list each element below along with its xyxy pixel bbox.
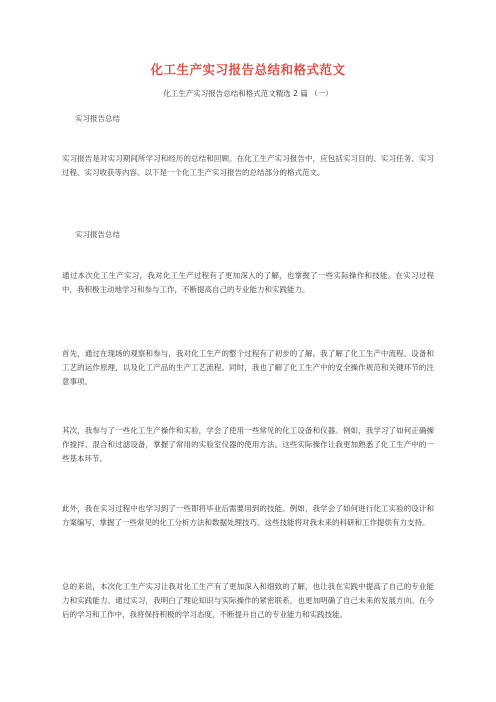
paragraph: 通过本次化工生产实习，我对化工生产过程有了更加深入的了解，也掌握了一些实际操作和技能。在实习过程中，我积极主动地学习和参与工作，不断提高自己的专业能力和实践能力。 xyxy=(62,271,434,294)
paragraph: 首先，通过在现场的观察和参与，我对化工生产的整个过程有了初步的了解。我了解了化工生产中流程、设备和工艺的运作原理，以及化工产品的生产工艺流程。同时，我也了解了化工生产中的安全操作规范和关键环节的注意事项。 xyxy=(62,349,434,386)
paragraph: 此外，我在实习过程中也学习到了一些即将毕业后需要用到的技能。例如，我学会了如何进行化工实验的设计和方案编写，掌握了一些常见的化工分析方法和数据处理技巧。这些技能将对我未来的科研和工作提供有力支持。 xyxy=(62,504,434,527)
section-heading: 实习报告总结 xyxy=(75,230,120,239)
document-title: 化工生产实习报告总结和格式范文 xyxy=(150,62,346,77)
paragraph: 其次，我参与了一些化工生产操作和实验，学会了使用一些常见的化工设备和仪器。例如，我学习了如何正确操作搅拌、混合和过滤设备，掌握了常用的实验室仪器的使用方法。这些实际操作让我更加熟悉了化工生产中的一些基本环节。 xyxy=(62,426,434,463)
paragraph: 实习报告是对实习期间所学习和经历的总结和回顾。在化工生产实习报告中，应包括实习目的、实习任务、实习过程、实习收获等内容。以下是一个化工生产实习报告的总结部分的格式范文。 xyxy=(62,154,434,177)
paragraph: 总的来说，本次化工生产实习让我对化工生产有了更加深入和细致的了解，也让我在实践中提高了自己的专业能力和实践能力。通过实习，我明白了理论知识与实际操作的紧密联系，也更加明确了自己未来的发展方向。在今后的学习和工作中，我将保持积极的学习态度，不断提升自己的专业能力和实践技能。 xyxy=(62,582,434,619)
section-heading: 实习报告总结 xyxy=(75,114,120,123)
document-subtitle: 化工生产实习报告总结和格式范文精选 2 篇 （一） xyxy=(163,89,333,98)
